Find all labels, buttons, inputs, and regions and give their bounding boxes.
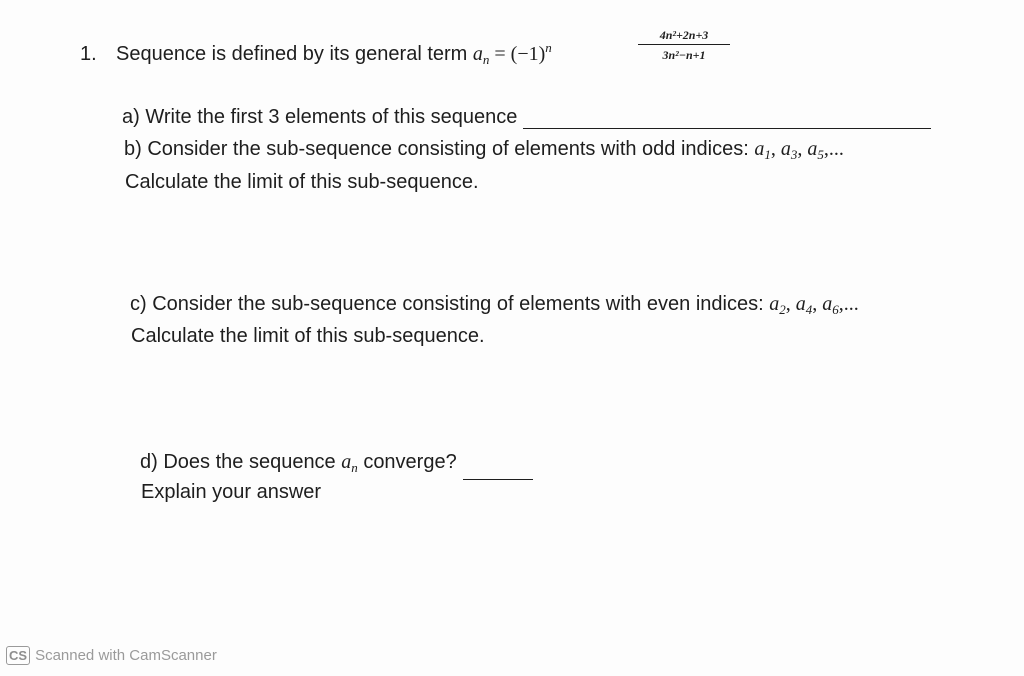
term-a2-base: a <box>769 293 780 315</box>
part-d-term <box>341 451 358 473</box>
separator-comma: , <box>770 138 776 160</box>
term-a6-sub: 6 <box>832 302 839 317</box>
term-a3-sub: 3 <box>790 147 798 162</box>
camscanner-watermark <box>6 646 217 665</box>
formula-sign-exp: n <box>545 40 552 55</box>
separator-ellipsis: ,... <box>823 138 844 160</box>
separator-ellipsis: ,... <box>838 293 859 315</box>
part-a-text: a) Write the first 3 elements of this sequence <box>122 106 518 128</box>
part-d-text-before: d) Does the sequence <box>140 451 336 473</box>
part-b-text: b) Consider the sub-sequence consisting of elements with odd indices: <box>124 138 749 160</box>
term-a6-base: a <box>822 293 833 315</box>
formula-equals: = <box>494 43 506 65</box>
separator-comma: , <box>797 138 803 160</box>
term-an-sub: n <box>351 460 358 475</box>
fraction-numerator: 4n²+2n+3 <box>659 28 709 42</box>
term-a5-sub: 5 <box>817 147 824 162</box>
formula-lhs-sub: n <box>482 52 490 67</box>
fraction-denominator: 3n²−n+1 <box>662 48 706 62</box>
term-a3-base: a <box>780 138 791 160</box>
watermark-text: Scanned with CamScanner <box>35 647 217 664</box>
separator-comma: , <box>785 293 791 315</box>
separator-comma: , <box>812 293 818 315</box>
question-heading <box>80 36 552 72</box>
part-c <box>130 292 859 322</box>
fraction-bar <box>638 44 730 45</box>
camscanner-logo-icon: CS <box>6 646 30 665</box>
part-a <box>122 105 931 129</box>
formula-fraction <box>638 28 730 62</box>
term-a2-sub: 2 <box>779 302 786 317</box>
part-b-line2: Calculate the limit of this sub-sequence. <box>125 171 479 193</box>
part-c-terms <box>769 293 859 315</box>
part-d-answer-blank[interactable] <box>463 461 533 480</box>
formula-lhs-base: a <box>472 43 483 65</box>
term-a1-sub: 1 <box>764 147 771 162</box>
part-c-line2: Calculate the limit of this sub-sequence. <box>131 325 485 347</box>
term-a1-base: a <box>754 138 765 160</box>
term-a4-sub: 4 <box>805 302 813 317</box>
term-an-base: a <box>341 451 352 473</box>
part-d-line2: Explain your answer <box>141 481 322 503</box>
formula-sign-base: (−1) <box>510 43 546 65</box>
term-a5-base: a <box>807 138 818 160</box>
part-b <box>124 137 844 167</box>
general-term-formula <box>472 40 552 67</box>
question-intro: Sequence is defined by its general term <box>116 43 468 65</box>
part-c-text: c) Consider the sub-sequence consisting of elements with even indices: <box>130 293 764 315</box>
question-number: 1. <box>80 43 97 65</box>
term-a4-base: a <box>795 293 806 315</box>
part-d-text-after: converge? <box>363 451 457 473</box>
part-a-answer-blank[interactable] <box>523 110 931 129</box>
part-b-terms <box>754 138 844 160</box>
part-d <box>140 450 533 480</box>
